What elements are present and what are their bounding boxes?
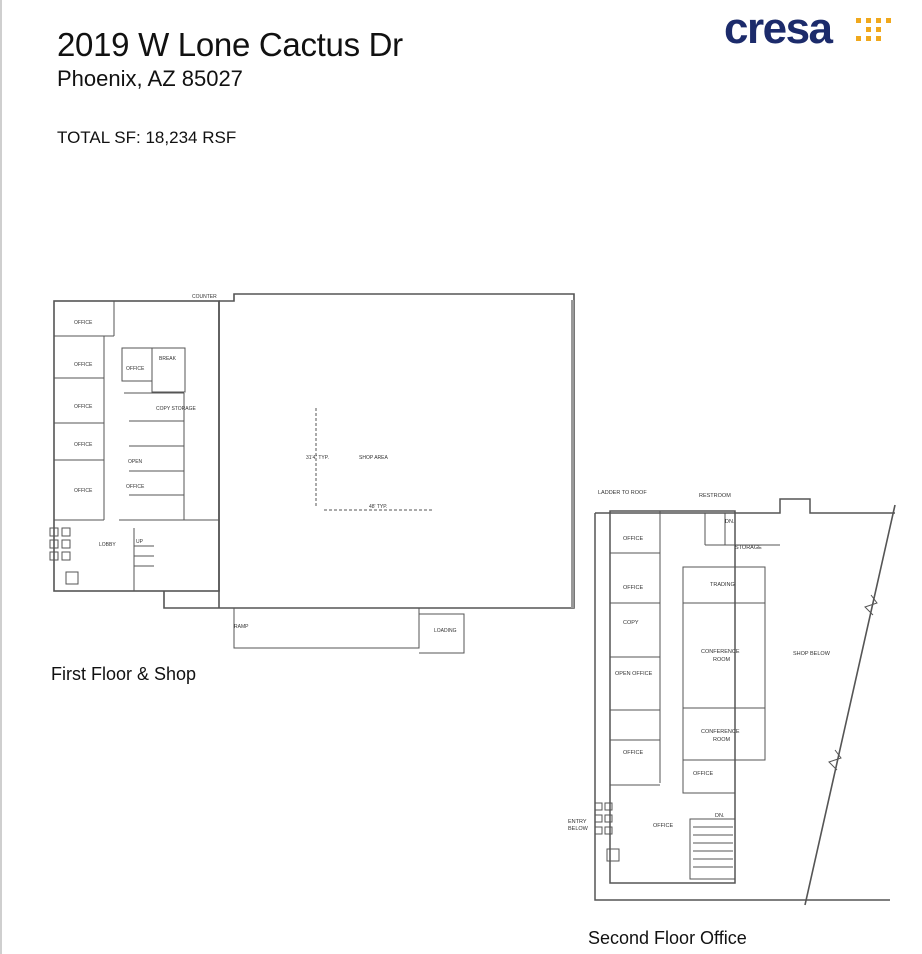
label-dn: DN. [715, 813, 725, 819]
label-up: UP [136, 539, 143, 545]
label-shop-area: SHOP AREA [359, 455, 388, 461]
label-entry: ENTRY [568, 819, 587, 825]
second-floor-plan [565, 485, 915, 925]
logo-dot [866, 36, 871, 41]
label-office: OFFICE [74, 362, 93, 368]
logo-dot [876, 36, 881, 41]
label-lobby: LOBBY [99, 542, 116, 548]
logo-dot [876, 18, 881, 23]
label-storage: STORAGE [735, 545, 762, 551]
label-office: OFFICE [126, 366, 145, 372]
label-ladder-to-roof: LADDER TO ROOF [598, 490, 647, 496]
label-below: BELOW [568, 826, 588, 832]
label-office: OFFICE [623, 750, 644, 756]
logo-dot [876, 27, 881, 32]
label-shop-below: SHOP BELOW [793, 651, 830, 657]
label-office: OFFICE [126, 484, 145, 490]
logo-dot [866, 27, 871, 32]
label-office: OFFICE [74, 442, 93, 448]
first-floor-caption: First Floor & Shop [51, 664, 197, 684]
page-edge-rule [0, 0, 2, 954]
label-conference: CONFERENCE [701, 649, 740, 655]
label-trading: TRADING [710, 582, 735, 588]
property-address-title: 2019 W Lone Cactus Dr [57, 26, 403, 63]
property-city-state-zip: Phoenix, AZ 85027 [57, 66, 243, 91]
shop-outline [164, 294, 574, 608]
label-copy-storage: COPY STORAGE [156, 406, 196, 412]
label-counter: COUNTER [192, 294, 217, 300]
label-office: OFFICE [653, 823, 674, 829]
logo-dot [886, 18, 891, 23]
label-room: ROOM [713, 657, 731, 663]
logo-wordmark: cresa [724, 4, 832, 53]
label-open: OPEN [128, 459, 143, 465]
label-break: BREAK [159, 356, 176, 362]
label-dn: DN. [725, 519, 735, 525]
label-conference: CONFERENCE [701, 729, 740, 735]
label-office: OFFICE [623, 536, 644, 542]
label-copy: COPY [623, 620, 639, 626]
cresa-logo [724, 4, 904, 54]
label-open-office: OPEN OFFICE [615, 671, 653, 677]
first-floor-plan [44, 288, 584, 658]
second-floor-caption: Second Floor Office [588, 928, 747, 948]
label-ramp: RAMP [234, 624, 249, 630]
label-office: OFFICE [74, 488, 93, 494]
logo-dot [866, 18, 871, 23]
label-room: ROOM [713, 737, 731, 743]
label-loading: LOADING [434, 628, 457, 634]
second-floor-outline [595, 513, 890, 900]
logo-dot [856, 36, 861, 41]
label-office: OFFICE [623, 585, 644, 591]
label-office: OFFICE [693, 771, 714, 777]
label-shop-height: 31'4" TYP. [306, 455, 329, 461]
label-restroom: RESTROOM [699, 493, 731, 499]
logo-dot [856, 18, 861, 23]
label-shop-width: 48' TYP. [369, 504, 388, 510]
label-office: OFFICE [74, 320, 93, 326]
label-office: OFFICE [74, 404, 93, 410]
total-square-footage: TOTAL SF: 18,234 RSF [57, 128, 237, 147]
